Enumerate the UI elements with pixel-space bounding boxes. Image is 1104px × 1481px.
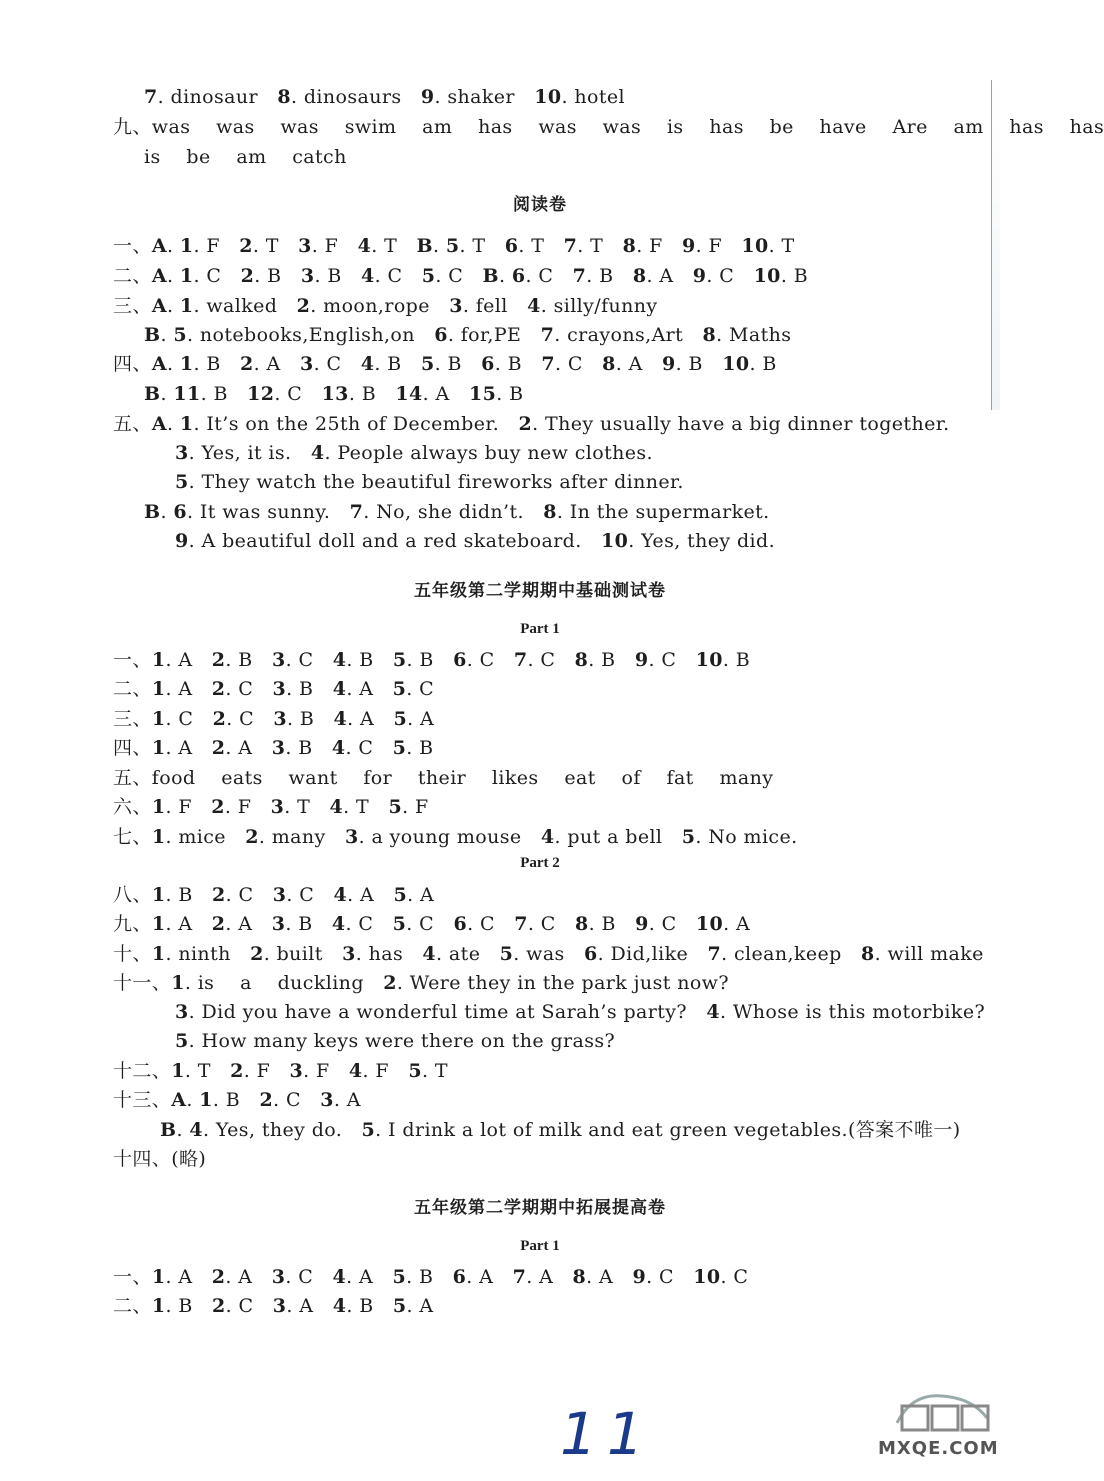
answer-line: 四、1. A 2. A 3. B 4. C 5. B bbox=[113, 737, 434, 759]
answer-line: B. 5. notebooks,English,on 6. for,PE 7. crayons,Art 8. Maths bbox=[144, 324, 792, 346]
answer-line: 3. Did you have a wonderful time at Sarah’s party? 4. Whose is this motorbike? bbox=[175, 1001, 986, 1023]
section-heading-midterm-basic: 五年级第二学期期中基础测试卷 bbox=[414, 581, 666, 601]
answer-line: 五、A. 1. It’s on the 25th of December. 2. They usually have a big dinner together. bbox=[113, 413, 950, 435]
answer-line: 5. How many keys were there on the grass? bbox=[175, 1030, 616, 1052]
handwritten-page-number: 11 bbox=[560, 1400, 654, 1468]
answer-line: 九、was was was swim am has was was is has be have Are am has has bbox=[113, 116, 1104, 138]
answer-line: 二、A. 1. C 2. B 3. B 4. C 5. C B. 6. C 7. B 8. A 9. C 10. B bbox=[113, 265, 809, 287]
answer-line: 五、food eats want for their likes eat of fat many bbox=[113, 767, 774, 789]
answer-line: 十二、1. T 2. F 3. F 4. F 5. T bbox=[113, 1060, 448, 1082]
site-watermark bbox=[878, 1380, 998, 1480]
answer-line: 三、A. 1. walked 2. moon,rope 3. fell 4. silly/funny bbox=[113, 295, 658, 317]
answer-line: 二、1. A 2. C 3. B 4. A 5. C bbox=[113, 678, 435, 700]
answer-line: 十四、(略) bbox=[113, 1148, 207, 1170]
answer-line: 3. Yes, it is. 4. People always buy new clothes. bbox=[175, 442, 653, 464]
answer-line: 二、1. B 2. C 3. A 4. B 5. A bbox=[113, 1295, 434, 1317]
answer-line: is be am catch bbox=[144, 146, 347, 168]
answer-line: 十三、A. 1. B 2. C 3. A bbox=[113, 1089, 361, 1111]
answer-line: 9. A beautiful doll and a red skateboard. 10. Yes, they did. bbox=[175, 530, 776, 552]
answer-line: 六、1. F 2. F 3. T 4. T 5. F bbox=[113, 796, 429, 818]
answer-line: B. 6. It was sunny. 7. No, she didn’t. 8. In the supermarket. bbox=[144, 501, 770, 523]
answer-line: 十一、1. is a duckling 2. Were they in the park just now? bbox=[113, 972, 729, 994]
part-label: Part 2 bbox=[520, 855, 560, 871]
watermark-text: MXQE.COM bbox=[878, 1438, 999, 1459]
answer-line: 7. dinosaur 8. dinosaurs 9. shaker 10. hotel bbox=[144, 86, 625, 108]
answer-line: 四、A. 1. B 2. A 3. C 4. B 5. B 6. B 7. C 8. A 9. B 10. B bbox=[113, 353, 777, 375]
answer-line: B. 11. B 12. C 13. B 14. A 15. B bbox=[144, 383, 524, 405]
part-label: Part 1 bbox=[520, 1238, 560, 1254]
answer-line: 九、1. A 2. A 3. B 4. C 5. C 6. C 7. C 8. B 9. C 10. A bbox=[113, 913, 751, 935]
answer-line: 一、1. A 2. B 3. C 4. B 5. B 6. C 7. C 8. B 9. C 10. B bbox=[113, 649, 751, 671]
answer-line: 三、1. C 2. C 3. B 4. A 5. A bbox=[113, 708, 435, 730]
section-heading-reading: 阅读卷 bbox=[513, 195, 567, 215]
answer-line: 十、1. ninth 2. built 3. has 4. ate 5. was 6. Did,like 7. clean,keep 8. will make bbox=[113, 943, 984, 965]
answer-line: B. 4. Yes, they do. 5. I drink a lot of milk and eat green vegetables.(答案不唯一) bbox=[160, 1119, 961, 1141]
watermark-logo-icon bbox=[892, 1388, 992, 1438]
part-label: Part 1 bbox=[520, 621, 560, 637]
answer-line: 一、1. A 2. A 3. C 4. A 5. B 6. A 7. A 8. A 9. C 10. C bbox=[113, 1266, 749, 1288]
answer-line: 5. They watch the beautiful fireworks after dinner. bbox=[175, 471, 684, 493]
answer-line: 八、1. B 2. C 3. C 4. A 5. A bbox=[113, 884, 435, 906]
answer-line: 一、A. 1. F 2. T 3. F 4. T B. 5. T 6. T 7. T 8. F 9. F 10. T bbox=[113, 235, 795, 257]
section-heading-midterm-extended: 五年级第二学期期中拓展提高卷 bbox=[414, 1198, 666, 1218]
answer-line: 七、1. mice 2. many 3. a young mouse 4. put a bell 5. No mice. bbox=[113, 826, 798, 848]
